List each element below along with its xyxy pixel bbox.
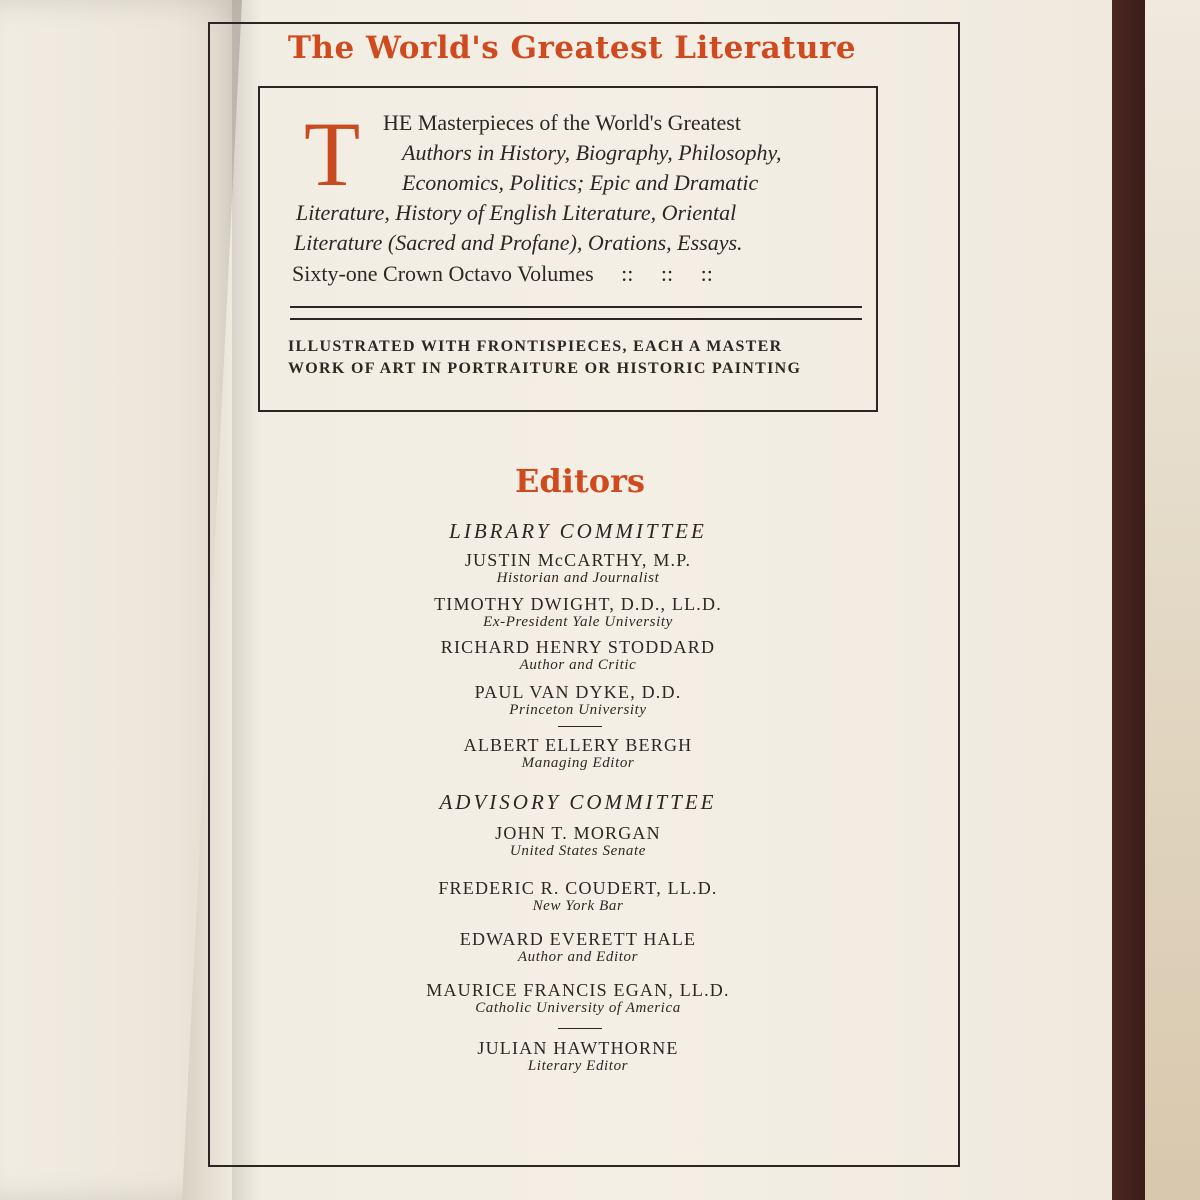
member-name: JOHN T. MORGAN: [495, 823, 661, 843]
committee-member: [298, 682, 858, 719]
intro-line: Sixty-one Crown Octavo Volumes :: :: ::: [292, 261, 713, 286]
double-rule-top: [290, 306, 862, 308]
advisory-committee-heading: ADVISORY COMMITTEE: [439, 790, 717, 814]
editors-heading: Editors: [515, 462, 645, 500]
intro-line: Economics, Politics; Epic and Dramatic: [402, 170, 759, 195]
member-role: Historian and Journalist: [496, 570, 660, 586]
member-name: TIMOTHY DWIGHT, D.D., LL.D.: [434, 594, 722, 614]
separator-rule: [558, 1028, 602, 1029]
book-title: The World's Greatest Literature: [287, 30, 857, 66]
member-role: Author and Critic: [519, 657, 637, 673]
member-role: Catholic University of America: [475, 1000, 681, 1016]
member-name: RICHARD HENRY STODDARD: [440, 637, 716, 657]
member-role: Ex-President Yale University: [483, 614, 673, 630]
separator-rule: [558, 726, 602, 727]
intro-line: Literature, History of English Literature, Oriental: [296, 200, 737, 225]
intro-line: Literature (Sacred and Profane), Orations, Essays.: [294, 230, 743, 255]
committee-member: [298, 1038, 858, 1075]
member-name: EDWARD EVERETT HALE: [459, 929, 697, 949]
member-role: Author and Editor: [517, 949, 639, 965]
library-committee-heading: LIBRARY COMMITTEE: [449, 519, 707, 543]
member-name: PAUL VAN DYKE, D.D.: [474, 682, 682, 702]
committee-member: [298, 878, 858, 915]
illustrated-line: WORK OF ART IN PORTRAITURE OR HISTORIC PAINTING: [288, 360, 802, 377]
intro-line: Authors in History, Biography, Philosophy,: [402, 140, 782, 165]
committee-member: [298, 929, 858, 966]
member-role: Managing Editor: [521, 755, 635, 771]
member-name: MAURICE FRANCIS EGAN, LL.D.: [426, 980, 730, 1000]
member-name: FREDERIC R. COUDERT, LL.D.: [438, 878, 718, 898]
member-role: Literary Editor: [527, 1058, 629, 1074]
committee-member: [298, 550, 858, 587]
member-role: Princeton University: [509, 702, 647, 718]
committee-member: [298, 735, 858, 772]
double-rule-bottom: [290, 318, 862, 320]
member-name: JUSTIN McCARTHY, M.P.: [464, 550, 692, 570]
committee-member: [298, 594, 858, 631]
member-name: JULIAN HAWTHORNE: [477, 1038, 679, 1058]
intro-line: HE Masterpieces of the World's Greatest: [383, 110, 741, 135]
committee-member: [298, 980, 858, 1017]
committee-member: [298, 637, 858, 674]
member-role: United States Senate: [509, 843, 647, 859]
committee-member: [298, 823, 858, 860]
illustrated-line: ILLUSTRATED WITH FRONTISPIECES, EACH A MASTER: [288, 338, 783, 355]
member-name: ALBERT ELLERY BERGH: [463, 735, 693, 755]
drop-cap: T: [304, 103, 361, 205]
member-role: New York Bar: [532, 898, 624, 914]
